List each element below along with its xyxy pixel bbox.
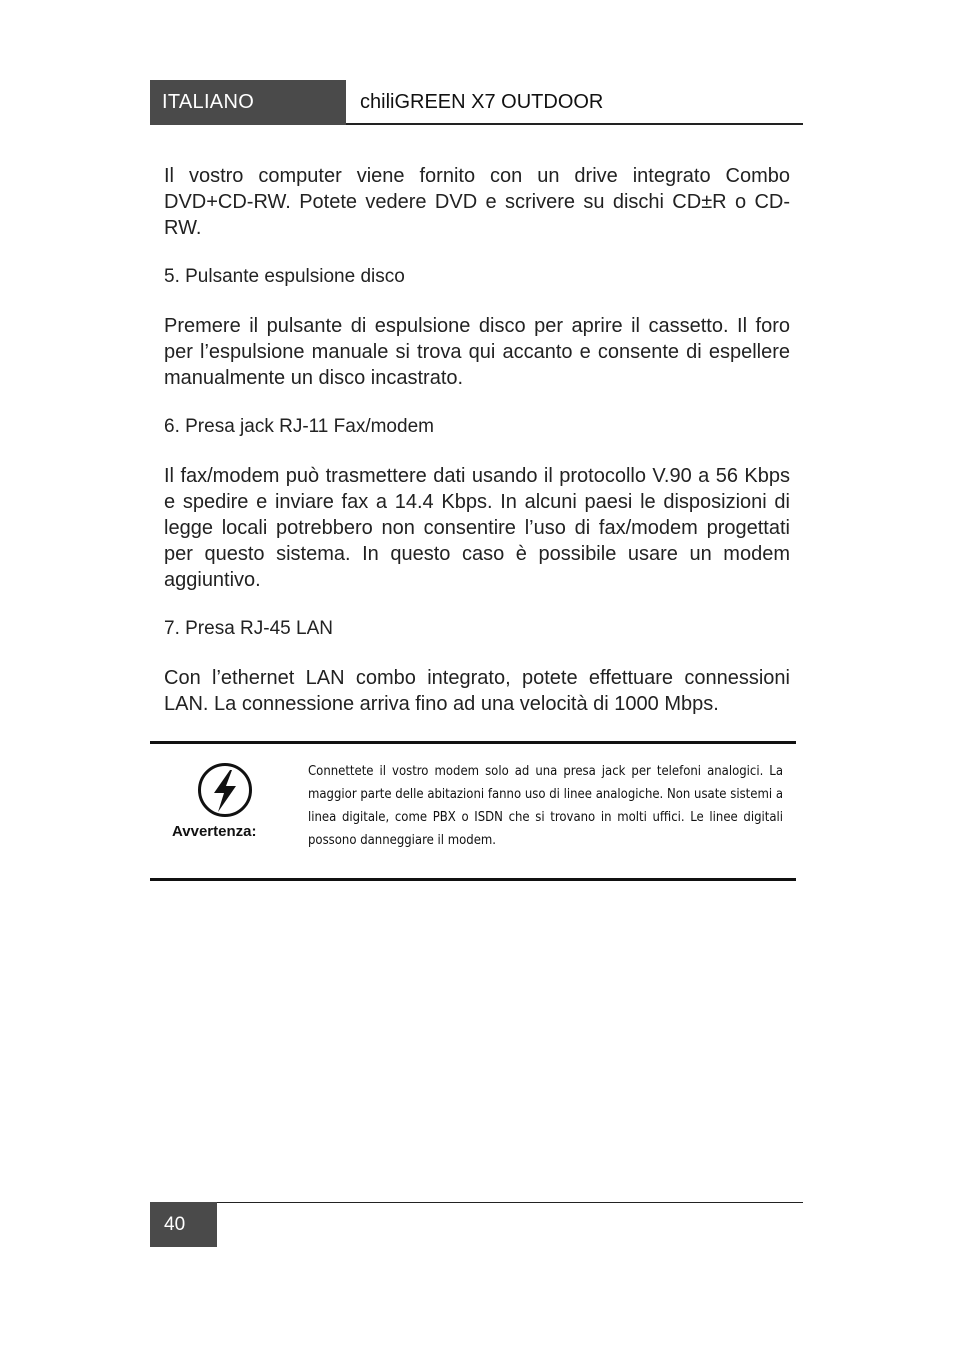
- section-5-paragraph: Premere il pulsante di espulsione disco per aprire il cassetto. Il foro per l’espulsione manuale si trova qui accanto e consente di espellere manualmente un disco incastrato.: [164, 315, 790, 389]
- warning-box: [150, 741, 796, 881]
- section-7-paragraph: Con l’ethernet LAN combo integrato, potete effettuare connessioni LAN. La connessione arriva fino ad una velocità di 1000 Mbps.: [164, 667, 790, 715]
- page-number: 40: [150, 1202, 217, 1247]
- section-5-heading: 5. Pulsante espulsione disco: [164, 266, 405, 287]
- language-label: ITALIANO: [150, 80, 346, 125]
- lightning-warning-icon: [197, 762, 253, 818]
- header-rule: [346, 123, 803, 125]
- intro-paragraph: Il vostro computer viene fornito con un drive integrato Combo DVD+CD-RW. Potete vedere DVD e scrivere su dischi CD±R o CD-RW.: [164, 165, 790, 239]
- section-6-heading: 6. Presa jack RJ-11 Fax/modem: [164, 416, 434, 437]
- page-footer: [150, 1202, 803, 1247]
- page-header: [150, 80, 803, 126]
- footer-rule: [217, 1202, 803, 1203]
- warning-label: Avvertenza:: [172, 823, 257, 840]
- section-6-paragraph: Il fax/modem può trasmettere dati usando il protocollo V.90 a 56 Kbps e spedire e inviare fax a 14.4 Kbps. In alcuni paesi le disposizioni di legge locali potrebbero non consentire l’uso di fax/modem progettati per questo sistema. In questo caso è possibile usare un modem aggiuntivo.: [164, 465, 790, 591]
- warning-text: Connettete il vostro modem solo ad una presa jack per telefoni analogici. La maggior parte delle abitazioni fanno uso di linee analogiche. Non usate sistemi a linea digitale, come PBX o ISDN che si trovano in molti uffici. Le linee digitali possono danneggiare il modem.: [308, 764, 783, 848]
- document-title: chiliGREEN X7 OUTDOOR: [360, 91, 604, 113]
- section-7-heading: 7. Presa RJ-45 LAN: [164, 618, 333, 639]
- main-content: [164, 163, 790, 717]
